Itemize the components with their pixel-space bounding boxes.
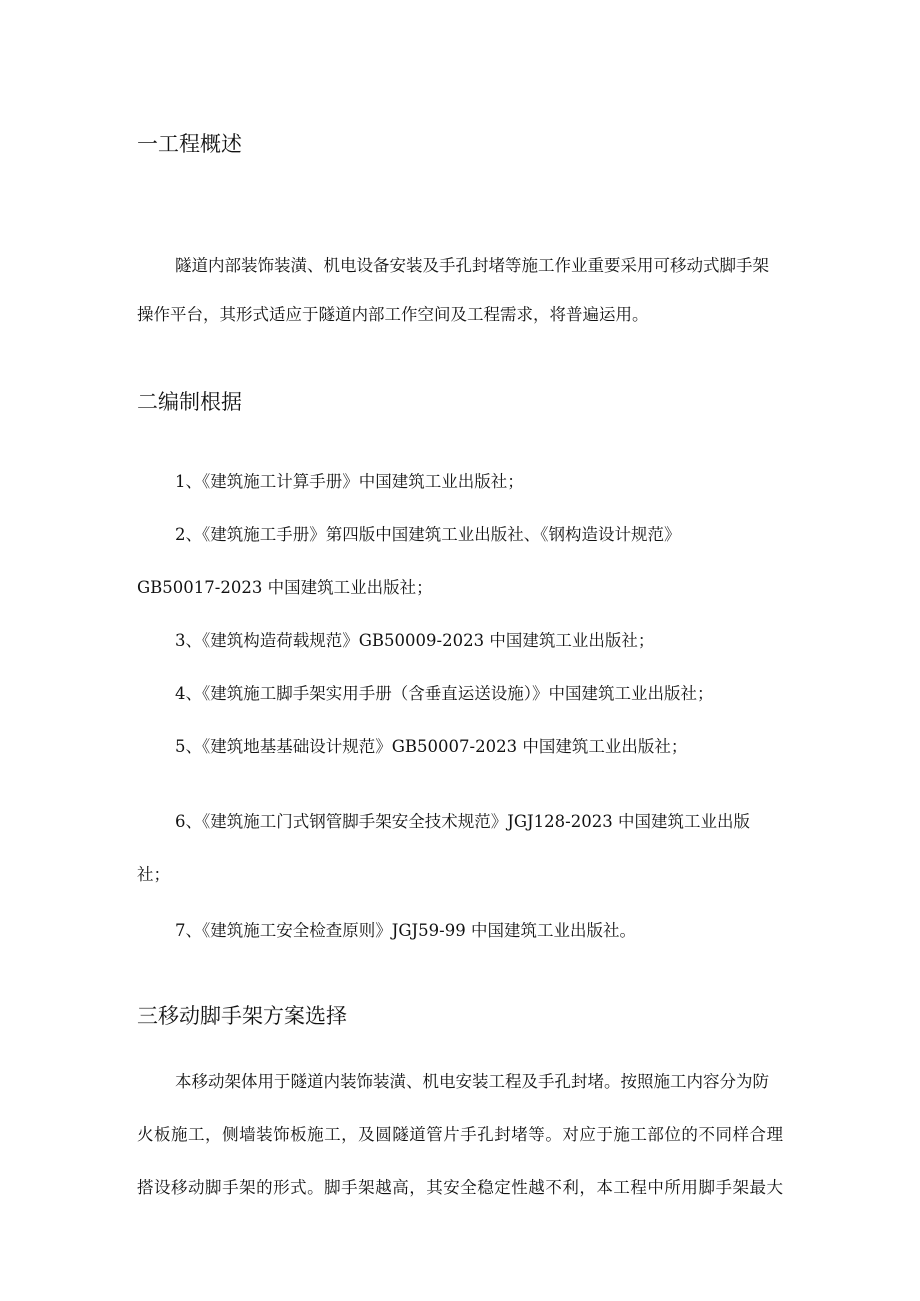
reference-item-5: 5、《建筑地基基础设计规范》GB50007-2023 中国建筑工业出版社； — [175, 737, 688, 756]
plan-paragraph-line: 火板施工，侧墙装饰板施工，及圆隧道管片手孔封堵等。对应于施工部位的不同样合理 — [137, 1125, 783, 1144]
reference-item-6: 6、《建筑施工门式钢管脚手架安全技术规范》JGJ128-2023 中国建筑工业出版 — [175, 812, 750, 831]
plan-paragraph-line: 本移动架体用于隧道内装饰装潢、机电安装工程及手孔封堵。按照施工内容分为防 — [175, 1072, 769, 1091]
plan-paragraph-line: 搭设移动脚手架的形式。脚手架越高，其安全稳定性越不利，本工程中所用脚手架最大 — [137, 1178, 783, 1197]
reference-item-1: 1、《建筑施工计算手册》中国建筑工业出版社； — [175, 472, 524, 491]
overview-paragraph-line: 操作平台，其形式适应于隧道内部工作空间及工程需求，将普遍运用。 — [137, 305, 649, 324]
reference-item-2-continued: GB50017-2023 中国建筑工业出版社； — [137, 578, 433, 597]
overview-paragraph-line: 隧道内部装饰装潢、机电设备安装及手孔封堵等施工作业重要采用可移动式脚手架 — [175, 256, 769, 275]
reference-item-3: 3、《建筑构造荷载规范》GB50009-2023 中国建筑工业出版社； — [175, 631, 655, 650]
reference-item-4: 4、《建筑施工脚手架实用手册（含垂直运送设施）》中国建筑工业出版社； — [175, 684, 714, 703]
section-heading-scaffold-plan: 三移动脚手架方案选择 — [137, 1004, 347, 1028]
reference-item-7: 7、《建筑施工安全检查原则》JGJ59-99 中国建筑工业出版社。 — [175, 921, 636, 940]
reference-item-2: 2、《建筑施工手册》第四版中国建筑工业出版社、《钢构造设计规范》 — [175, 525, 681, 544]
section-heading-basis: 二编制根据 — [137, 390, 242, 414]
section-heading-overview: 一工程概述 — [137, 132, 242, 156]
reference-item-6-continued: 社； — [137, 865, 170, 884]
